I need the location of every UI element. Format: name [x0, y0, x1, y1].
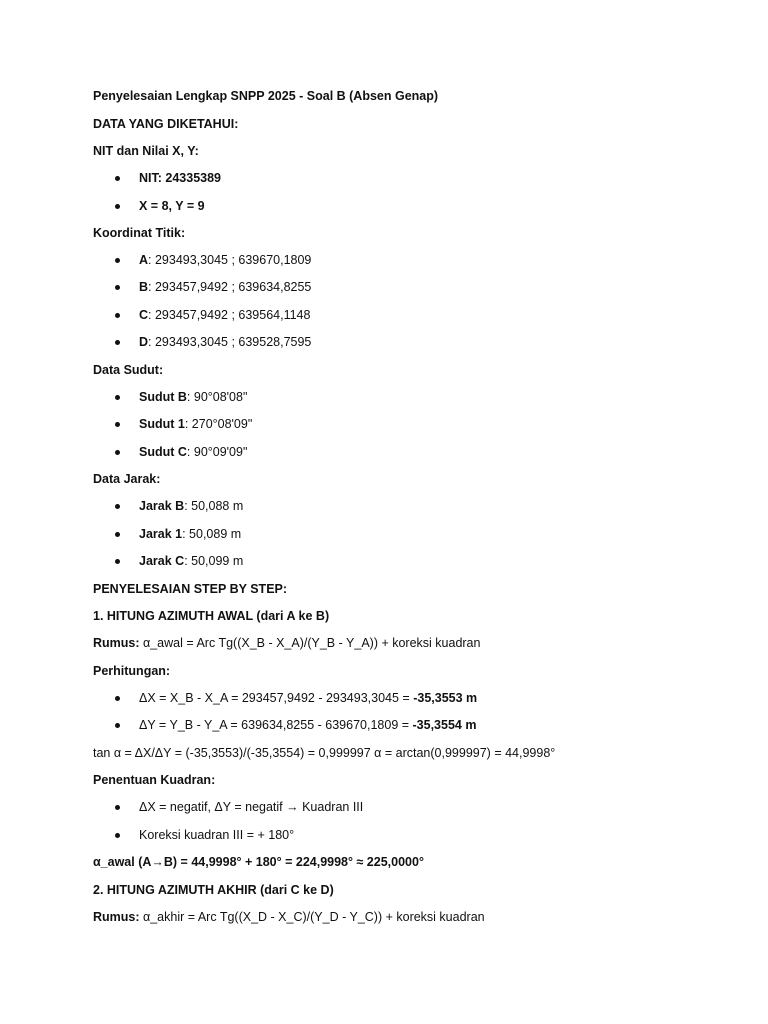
azimuth-result: α_awal (A→B) = 44,9998° + 180° = 224,9998° ≈ 225,0000° — [93, 855, 424, 869]
step1-formula: Rumus: α_awal = Arc Tg((X_B - X_A)/(Y_B - Y_A)) + koreksi kuadran — [93, 636, 481, 650]
distance-heading: Data Jarak: — [93, 472, 161, 486]
known-data-heading: DATA YANG DIKETAHUI: — [93, 117, 239, 131]
calc-dx-item: ΔX = X_B - X_A = 293457,9492 - 293493,3045 = -35,3553 m — [139, 691, 478, 705]
nit-item: NIT: 24335389 — [139, 171, 222, 185]
coord-item-d: D: 293493,3045 ; 639528,7595 — [139, 335, 312, 349]
quadrant-item: ΔX = negatif, ΔY = negatif → Kuadran III — [139, 800, 364, 814]
step2-formula: Rumus: α_akhir = Arc Tg((X_D - X_C)/(Y_D - Y_C)) + koreksi kuadran — [93, 910, 485, 924]
tan-line: tan α = ΔX/ΔY = (-35,3553)/(-35,3554) = 0,999997 α = arctan(0,999997) = 44,9998° — [93, 746, 556, 760]
distance-item-b: Jarak B: 50,088 m — [139, 499, 244, 513]
angle-item-b: Sudut B: 90°08'08" — [139, 390, 248, 404]
step1-heading: 1. HITUNG AZIMUTH AWAL (dari A ke B) — [93, 609, 330, 623]
angle-item-1: Sudut 1: 270°08'09" — [139, 417, 253, 431]
document-title: Penyelesaian Lengkap SNPP 2025 - Soal B (Absen Genap) — [93, 89, 439, 103]
coord-item-c: C: 293457,9492 ; 639564,1148 — [139, 308, 311, 322]
coord-item-b: B: 293457,9492 ; 639634,8255 — [139, 280, 312, 294]
coord-item-a: A: 293493,3045 ; 639670,1809 — [139, 253, 312, 267]
xy-item: X = 8, Y = 9 — [139, 199, 205, 213]
step2-heading: 2. HITUNG AZIMUTH AKHIR (dari C ke D) — [93, 883, 334, 897]
quadrant-item: Koreksi kuadran III = + 180° — [139, 828, 295, 842]
angle-item-c: Sudut C: 90°09'09" — [139, 445, 248, 459]
distance-item-1: Jarak 1: 50,089 m — [139, 527, 242, 541]
distance-item-c: Jarak C: 50,099 m — [139, 554, 244, 568]
solution-heading: PENYELESAIAN STEP BY STEP: — [93, 582, 288, 596]
quadrant-heading: Penentuan Kuadran: — [93, 773, 216, 787]
calc-dy-item: ΔY = Y_B - Y_A = 639634,8255 - 639670,1809 = -35,3554 m — [139, 718, 477, 732]
coord-heading: Koordinat Titik: — [93, 226, 186, 240]
nit-heading: NIT dan Nilai X, Y: — [93, 144, 199, 158]
calc-heading: Perhitungan: — [93, 664, 171, 678]
angle-heading: Data Sudut: — [93, 363, 164, 377]
